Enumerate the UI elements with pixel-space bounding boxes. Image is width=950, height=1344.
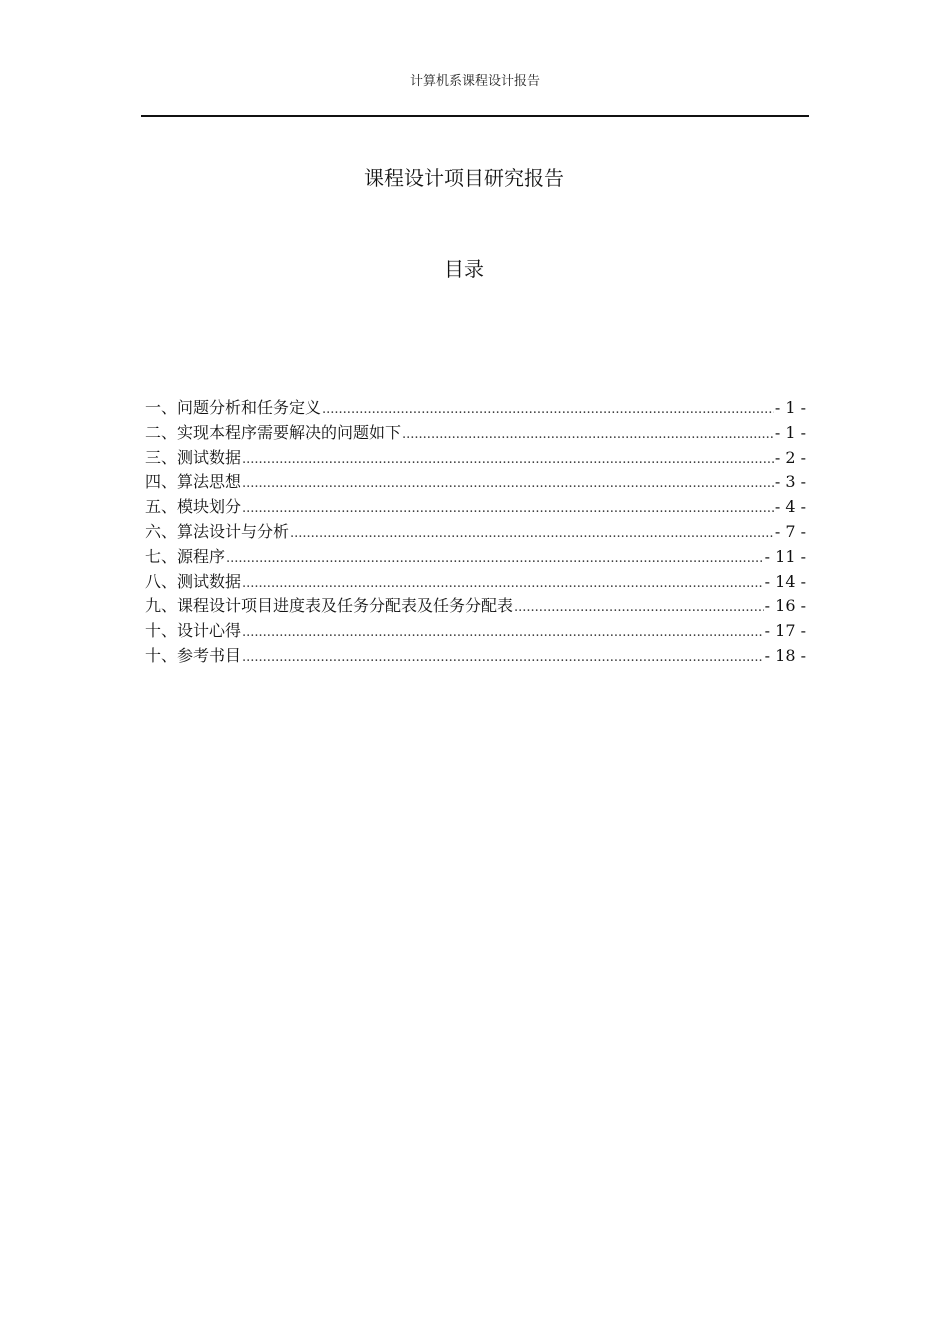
- running-header: 计算机系课程设计报告: [409, 74, 540, 89]
- toc-entry-page: - 11 -: [764, 546, 806, 566]
- toc-entry-label: 十、设计心得: [145, 621, 242, 641]
- toc-dot-leader: [226, 551, 764, 566]
- toc-dot-leader: [242, 501, 774, 516]
- toc-dot-leader: [514, 600, 764, 615]
- toc-entry[interactable]: [145, 420, 806, 445]
- toc-entry-label: 六、算法设计与分析: [145, 521, 290, 541]
- toc-entry-page: - 1 -: [774, 398, 806, 417]
- toc-entry-page: - 3 -: [774, 472, 806, 492]
- toc-dot-leader: [242, 476, 774, 491]
- toc-entry-label: 九、课程设计项目进度表及任务分配表及任务分配表: [145, 596, 514, 616]
- header-rule: [141, 115, 809, 117]
- toc-dot-leader: [322, 402, 774, 417]
- toc-entry-page: - 7 -: [774, 521, 806, 541]
- table-of-contents: [145, 395, 806, 668]
- toc-entry[interactable]: [145, 519, 806, 544]
- toc-entry-label: 七、源程序: [145, 546, 226, 566]
- toc-entry-label: 五、模块划分: [145, 497, 242, 517]
- toc-entry-label: 四、算法思想: [145, 472, 242, 492]
- toc-heading-text: 目录: [444, 257, 484, 281]
- toc-entry[interactable]: [145, 395, 806, 420]
- toc-entry-label: 十、参考书目: [145, 645, 242, 665]
- toc-entry[interactable]: [145, 593, 806, 618]
- toc-entry[interactable]: [145, 643, 806, 668]
- toc-entry[interactable]: [145, 618, 806, 643]
- report-title: [142, 162, 564, 191]
- toc-entry-page: - 1 -: [774, 422, 806, 442]
- toc-dot-leader: [242, 576, 764, 591]
- toc-entry[interactable]: [145, 544, 806, 569]
- toc-dot-leader: [242, 625, 764, 640]
- toc-entry[interactable]: [145, 445, 806, 470]
- toc-entry-page: - 2 -: [774, 447, 806, 467]
- toc-entry-page: - 16 -: [764, 596, 806, 616]
- toc-dot-leader: [402, 427, 774, 442]
- toc-heading: [142, 253, 484, 282]
- toc-dot-leader: [242, 452, 774, 467]
- toc-entry[interactable]: [145, 494, 806, 519]
- toc-dot-leader: [242, 650, 764, 665]
- toc-entry-page: - 14 -: [764, 571, 806, 591]
- toc-entry-label: 一、问题分析和任务定义: [145, 398, 322, 417]
- toc-entry-label: 三、测试数据: [145, 447, 242, 467]
- toc-entry-page: - 4 -: [774, 497, 806, 517]
- toc-entry[interactable]: [145, 569, 806, 594]
- toc-entry[interactable]: [145, 469, 806, 494]
- toc-dot-leader: [290, 526, 774, 541]
- report-title-text: 课程设计项目研究报告: [364, 166, 564, 190]
- toc-entry-page: - 17 -: [764, 621, 806, 641]
- toc-entry-page: - 18 -: [764, 645, 806, 665]
- toc-entry-label: 八、测试数据: [145, 571, 242, 591]
- toc-entry-label: 二、实现本程序需要解决的问题如下: [145, 422, 402, 442]
